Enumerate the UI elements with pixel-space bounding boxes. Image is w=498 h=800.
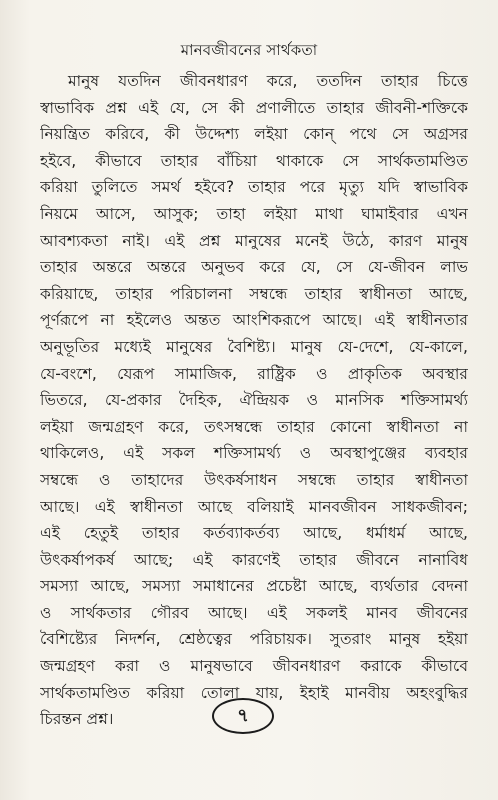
text-line: করিয়াছে, তাহার পরিচালনা সম্বন্ধে তাহার স্বাধীনতা আছে, (40, 284, 468, 303)
text-line: এই হেতুই তাহার কর্তব্যাকর্তব্য আছে, ধর্মাধর্ম আছে, (40, 524, 468, 543)
text-line: নিয়ন্ত্রিত করিবে, কী উদ্দেশ্য লইয়া কোন্ পথে সে অগ্রসর (40, 125, 468, 144)
text-line: চিরন্তন প্রশ্ন। (40, 710, 114, 729)
text-line: সম্বন্ধে ও তাহাদের উৎকর্ষসাধন সম্বন্ধে তাহার স্বাধীনতা (40, 470, 468, 489)
page-number: ৭ (212, 698, 274, 734)
text-line: সার্থকতামণ্ডিত করিয়া তোলা যায়, ইহাই মানবীয় অহংবুদ্ধির (40, 683, 468, 702)
text-line: জন্মগ্রহণ করা ও মানুষভাবে জীবনধারণ করাকে কীভাবে (40, 657, 468, 676)
text-line: আবশ্যকতা নাই। এই প্রশ্ন মানুষের মনেই উঠে, কারণ মানুষ (40, 231, 468, 250)
text-line: পূর্ণরূপে না হইলেও অন্তত আংশিকরূপে আছে। এই স্বাধীনতার (40, 311, 468, 330)
text-line: হইবে, কীভাবে তাহার বাঁচিয়া থাকাকে সে সার্থকতামণ্ডিত (40, 151, 468, 170)
body-paragraph (40, 68, 468, 733)
text-line: আছে। এই স্বাধীনতা আছে বলিয়াই মানবজীবন সাধকজীবন; (40, 497, 468, 516)
text-line: অনুভূতির মধ্যেই মানুষের বৈশিষ্ট্য। মানুষ যে-দেশে, যে-কালে, (40, 337, 468, 356)
running-head: মানবজীবনের সার্থকতা (180, 41, 318, 59)
text-line: মানুষ যতদিন জীবনধারণ করে, ততদিন তাহার চিত্তে (68, 72, 468, 90)
text-line: বৈশিষ্ট্যের নিদর্শন, শ্রেষ্ঠত্বের পরিচায়ক। সুতরাং মানুষ হইয়া (40, 630, 468, 649)
text-line: উৎকর্ষাপকর্ষ আছে; এই কারণেই তাহার জীবনে নানাবিধ (40, 550, 468, 569)
text-line: তাহার অন্তরে অন্তরে অনুভব করে যে, সে যে-জীবন লাভ (40, 258, 468, 277)
text-line: করিয়া তুলিতে সমর্থ হইবে? তাহার পরে মৃত্যু যদি স্বাভাবিক (40, 178, 468, 197)
text-line: ভিতরে, যে-প্রকার দৈহিক, ঐন্দ্রিয়ক ও মানসিক শক্তিসামর্থ্য (40, 391, 468, 410)
text-line: থাকিলেও, এই সকল শক্তিসামর্থ্য ও অবস্থাপুঞ্জের ব্যবহার (40, 444, 468, 463)
text-line: লইয়া জন্মগ্রহণ করে, তৎসম্বন্ধে তাহার কোনো স্বাধীনতা না (40, 417, 468, 436)
text-line: স্বাভাবিক প্রশ্ন এই যে, সে কী প্রণালীতে তাহার জীবনী-শক্তিকে (40, 98, 468, 117)
text-line: ও সার্থকতার গৌরব আছে। এই সকলই মানব জীবনের (40, 603, 468, 622)
text-line: যে-বংশে, যেরূপ সামাজিক, রাষ্ট্রিক ও প্রাকৃতিক অবস্থার (40, 364, 468, 383)
text-line: নিয়মে আসে, আসুক; তাহা লইয়া মাথা ঘামাইবার এখন (40, 204, 468, 223)
text-line: সমস্যা আছে, সমস্যা সমাধানের প্রচেষ্টা আছে, ব্যর্থতার বেদনা (40, 577, 468, 596)
